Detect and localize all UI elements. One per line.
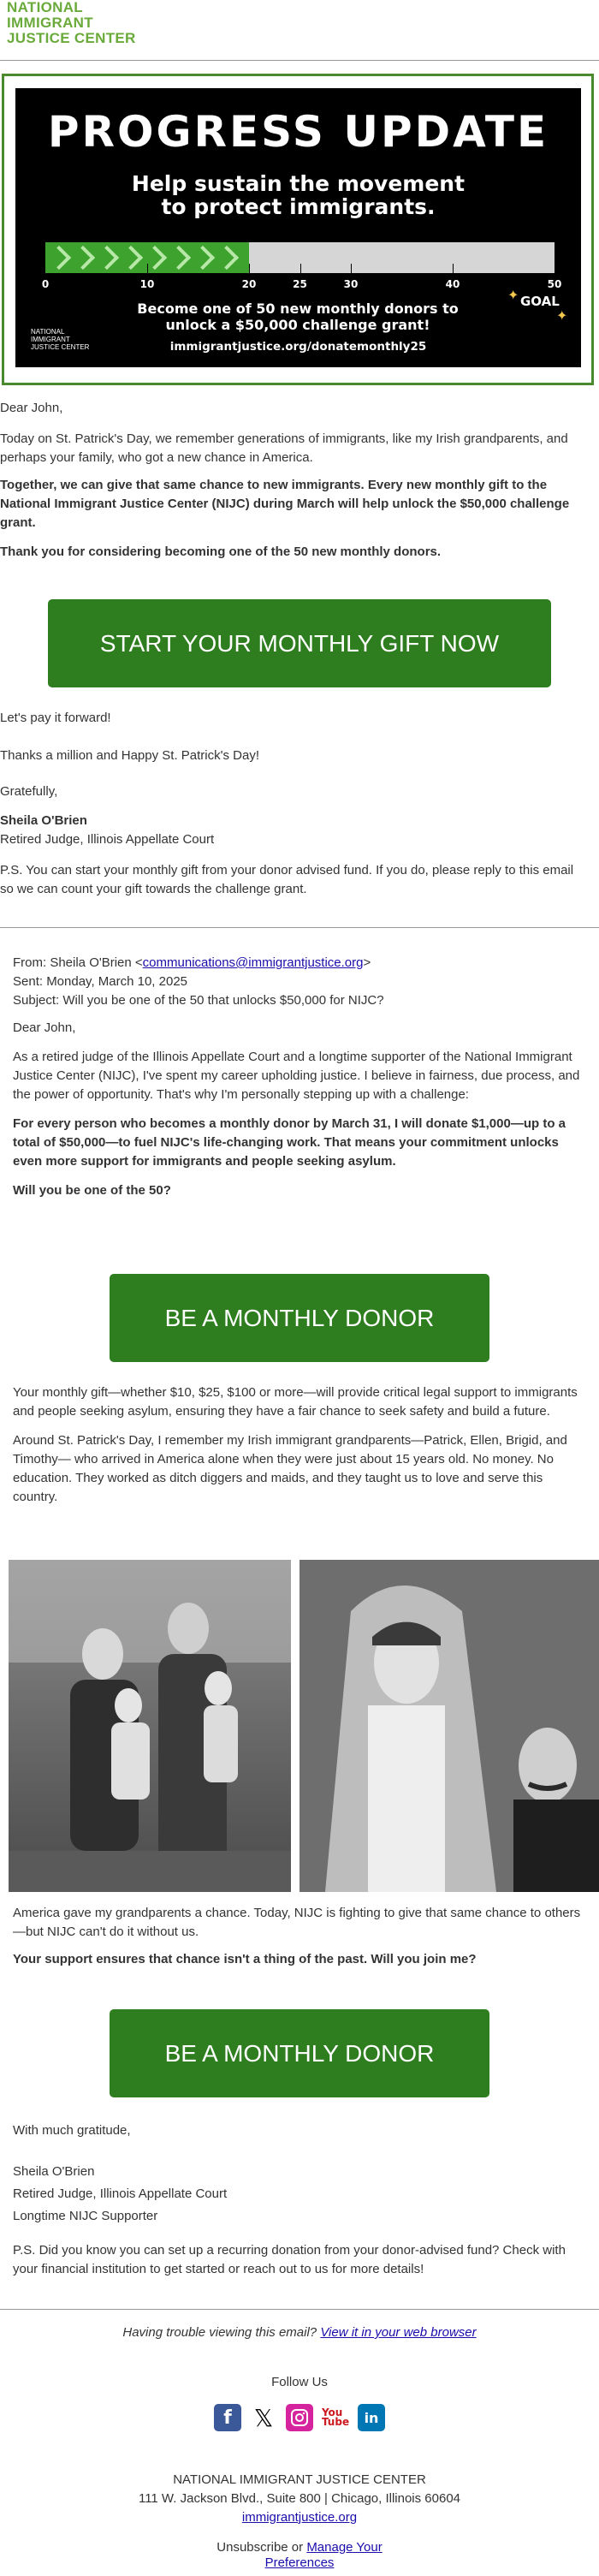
paragraph: Your support ensures that chance isn't a thing of the past. Will you join me? — [13, 1952, 477, 1966]
be-monthly-donor-button[interactable]: BE A MONTHLY DONOR — [110, 1274, 489, 1362]
letter-closing — [0, 709, 582, 899]
paragraph: Gratefully, — [0, 784, 58, 799]
grandparents-family-photo — [9, 1560, 291, 1892]
divider — [0, 2309, 599, 2310]
chevron-icon — [191, 246, 215, 270]
from-email-link[interactable]: communications@immigrantjustice.org — [142, 955, 364, 970]
family-photo-image — [9, 1560, 291, 1892]
divider — [0, 60, 599, 61]
progress-tick-label: 0 — [41, 278, 50, 290]
signature-title: Retired Judge, Illinois Appellate Court — [0, 832, 215, 847]
greeting: Dear John, — [13, 1020, 76, 1035]
progress-tick-mark — [300, 264, 301, 273]
signature-name: Sheila O'Brien — [13, 2164, 95, 2179]
trouble-text: Having trouble viewing this email? — [122, 2325, 321, 2340]
banner-body-line: Become one of 50 new monthly donors to — [137, 300, 459, 317]
paragraph: America gave my grandparents a chance. Today, NIJC is fighting to give that same chance to others—but NIJC can't do it without us. — [13, 1906, 581, 1939]
progress-banner[interactable] — [15, 88, 581, 367]
signature-name: Sheila O'Brien — [0, 813, 87, 828]
chevron-icon — [71, 246, 95, 270]
forwarded-email — [13, 954, 582, 1200]
paragraph: Thank you for considering becoming one of the 50 new monthly donors. — [0, 544, 442, 559]
greeting: Dear John, — [0, 401, 63, 415]
progress-tick-label: 50 — [547, 278, 562, 290]
logo-line: JUSTICE CENTER — [7, 30, 136, 46]
banner-body — [118, 300, 477, 333]
forwarded-body-2 — [13, 1904, 582, 1969]
signature-title: Retired Judge, Illinois Appellate Court — [13, 2186, 228, 2201]
be-monthly-donor-button[interactable]: BE A MONTHLY DONOR — [110, 2009, 489, 2097]
paragraph: Together, we can give that same chance to new immigrants. Every new monthly gift to the National Immigrant Justice Center (NIJC) during March will help unlock the $50,000 challenge grant. — [0, 478, 570, 530]
unsubscribe-label: Unsubscribe or — [216, 2540, 307, 2555]
paragraph: Around St. Patrick's Day, I remember my Irish immigrant grandparents—Patrick, Ellen, Brigid, and Timothy— who arrived in America alone when they were just about 15 years old. No money. No education. They worked as ditch diggers and maids, and they taught us to love and serve this country. — [13, 1433, 567, 1504]
chevron-icon — [95, 246, 119, 270]
banner-subtitle-line: to protect immigrants. — [161, 194, 436, 219]
forwarded-body — [13, 1383, 582, 1507]
banner-subtitle-line: Help sustain the movement — [131, 171, 466, 196]
unsubscribe-line-2 — [0, 2555, 599, 2571]
progress-tick-mark — [147, 264, 148, 273]
progress-tick-label: 25 — [293, 278, 307, 290]
youtube-label: You Tube — [321, 2406, 350, 2428]
linkedin-icon[interactable]: in — [358, 2404, 385, 2431]
progress-tick-label: 10 — [139, 278, 155, 290]
logo-line: IMMIGRANT — [7, 15, 93, 31]
from-label: From: Sheila O'Brien < — [13, 955, 143, 970]
chevron-icon — [215, 246, 239, 270]
chevron-icon — [119, 246, 143, 270]
progress-tick-label: 40 — [445, 278, 460, 290]
subject-line: Subject: Will you be one of the 50 that unlocks $50,000 for NIJC? — [13, 993, 384, 1008]
from-end: > — [363, 955, 371, 970]
view-in-browser-link[interactable]: View it in your web browser — [320, 2325, 477, 2340]
nijc-logo[interactable] — [7, 0, 161, 50]
letter-intro — [0, 399, 582, 562]
follow-us-label — [0, 2373, 599, 2392]
goal-label: GOAL — [520, 294, 560, 309]
progress-tick-mark — [249, 264, 250, 273]
progress-tick-label: 20 — [241, 278, 257, 290]
sparkle-icon: ✦ — [556, 309, 568, 324]
postscript: P.S. Did you know you can set up a recurring donation from your donor-advised fund? Check with your financial institution to get started or reach out to us for more details! — [13, 2243, 566, 2276]
banner-small-logo: NATIONAL IMMIGRANT JUSTICE CENTER — [31, 328, 90, 351]
footer-address-line: 111 W. Jackson Blvd., Suite 800 | Chicago, Illinois 60604 — [138, 2491, 461, 2506]
forwarded-signature — [13, 2121, 582, 2279]
paragraph: Today on St. Patrick's Day, we remember generations of immigrants, like my Irish grandparents, and perhaps your family, who got a new chance in America. — [0, 431, 568, 465]
footer-address — [0, 2471, 599, 2527]
banner-title: PROGRESS UPDATE — [47, 107, 549, 157]
chevron-icon — [167, 246, 191, 270]
x-twitter-icon[interactable]: 𝕏 — [250, 2404, 277, 2431]
progress-tick-mark — [453, 264, 454, 273]
paragraph: Will you be one of the 50? — [13, 1183, 171, 1198]
footer-org: NATIONAL IMMIGRANT JUSTICE CENTER — [173, 2472, 426, 2487]
manage-preferences-link[interactable]: Manage Your — [306, 2540, 383, 2555]
closing: With much gratitude, — [13, 2123, 131, 2138]
trouble-line — [0, 2323, 599, 2342]
unsubscribe-line — [0, 2540, 599, 2555]
grandparents-wedding-photo — [300, 1560, 599, 1892]
start-monthly-gift-button[interactable]: START YOUR MONTHLY GIFT NOW — [48, 599, 551, 687]
facebook-icon[interactable]: f — [214, 2404, 241, 2431]
banner-subtitle — [15, 172, 581, 218]
progress-tick-label: 30 — [343, 278, 359, 290]
banner-body-line: unlock a $50,000 challenge grant! — [165, 317, 430, 333]
trouble-viewing — [0, 2323, 599, 2342]
youtube-icon[interactable] — [322, 2404, 349, 2431]
banner-url: immigrantjustice.org/donatemonthly25 — [169, 340, 427, 354]
signature-title-2: Longtime NIJC Supporter — [13, 2209, 158, 2223]
footer-site-link[interactable]: immigrantjustice.org — [241, 2510, 358, 2525]
wedding-photo-image — [300, 1560, 599, 1892]
paragraph: Thanks a million and Happy St. Patrick's Day! — [0, 748, 259, 763]
paragraph: As a retired judge of the Illinois Appellate Court and a longtime supporter of the National Immigrant Justice Center (NIJC), I've spent my career upholding justice. I believe in fairness, due process, and the power of opportunity. That's why I'm personally stepping up with a challenge: — [13, 1050, 580, 1102]
paragraph: Let's pay it forward! — [0, 711, 111, 725]
progress-tick-mark — [351, 264, 352, 273]
divider — [0, 927, 599, 928]
sent-line: Sent: Monday, March 10, 2025 — [13, 974, 188, 989]
from-line — [13, 954, 582, 973]
sparkle-icon: ✦ — [507, 289, 519, 303]
instagram-icon[interactable] — [286, 2404, 313, 2431]
chevron-icon — [47, 246, 71, 270]
logo-line: NATIONAL — [7, 0, 83, 15]
footer-unsubscribe — [0, 2540, 599, 2571]
manage-preferences-link-2[interactable]: Preferences — [264, 2555, 335, 2570]
instagram-glyph — [290, 2408, 309, 2427]
postscript: P.S. You can start your monthly gift from your donor advised fund. If you do, please reply to this email so we can count your gift towards the challenge grant. — [0, 863, 574, 896]
follow-us-text: Follow Us — [271, 2375, 328, 2389]
paragraph: Your monthly gift—whether $10, $25, $100 or more—will provide critical legal support to immigrants and people seeking asylum, ensuring they have a fair chance to seek safety and build a future. — [13, 1385, 578, 1419]
paragraph: For every person who becomes a monthly donor by March 31, I will donate $1,000—up to a total of $50,000—to fuel NIJC's life-changing work. That means your commitment unlocks even more support for immigrants and people seeking asylum. — [13, 1116, 566, 1169]
